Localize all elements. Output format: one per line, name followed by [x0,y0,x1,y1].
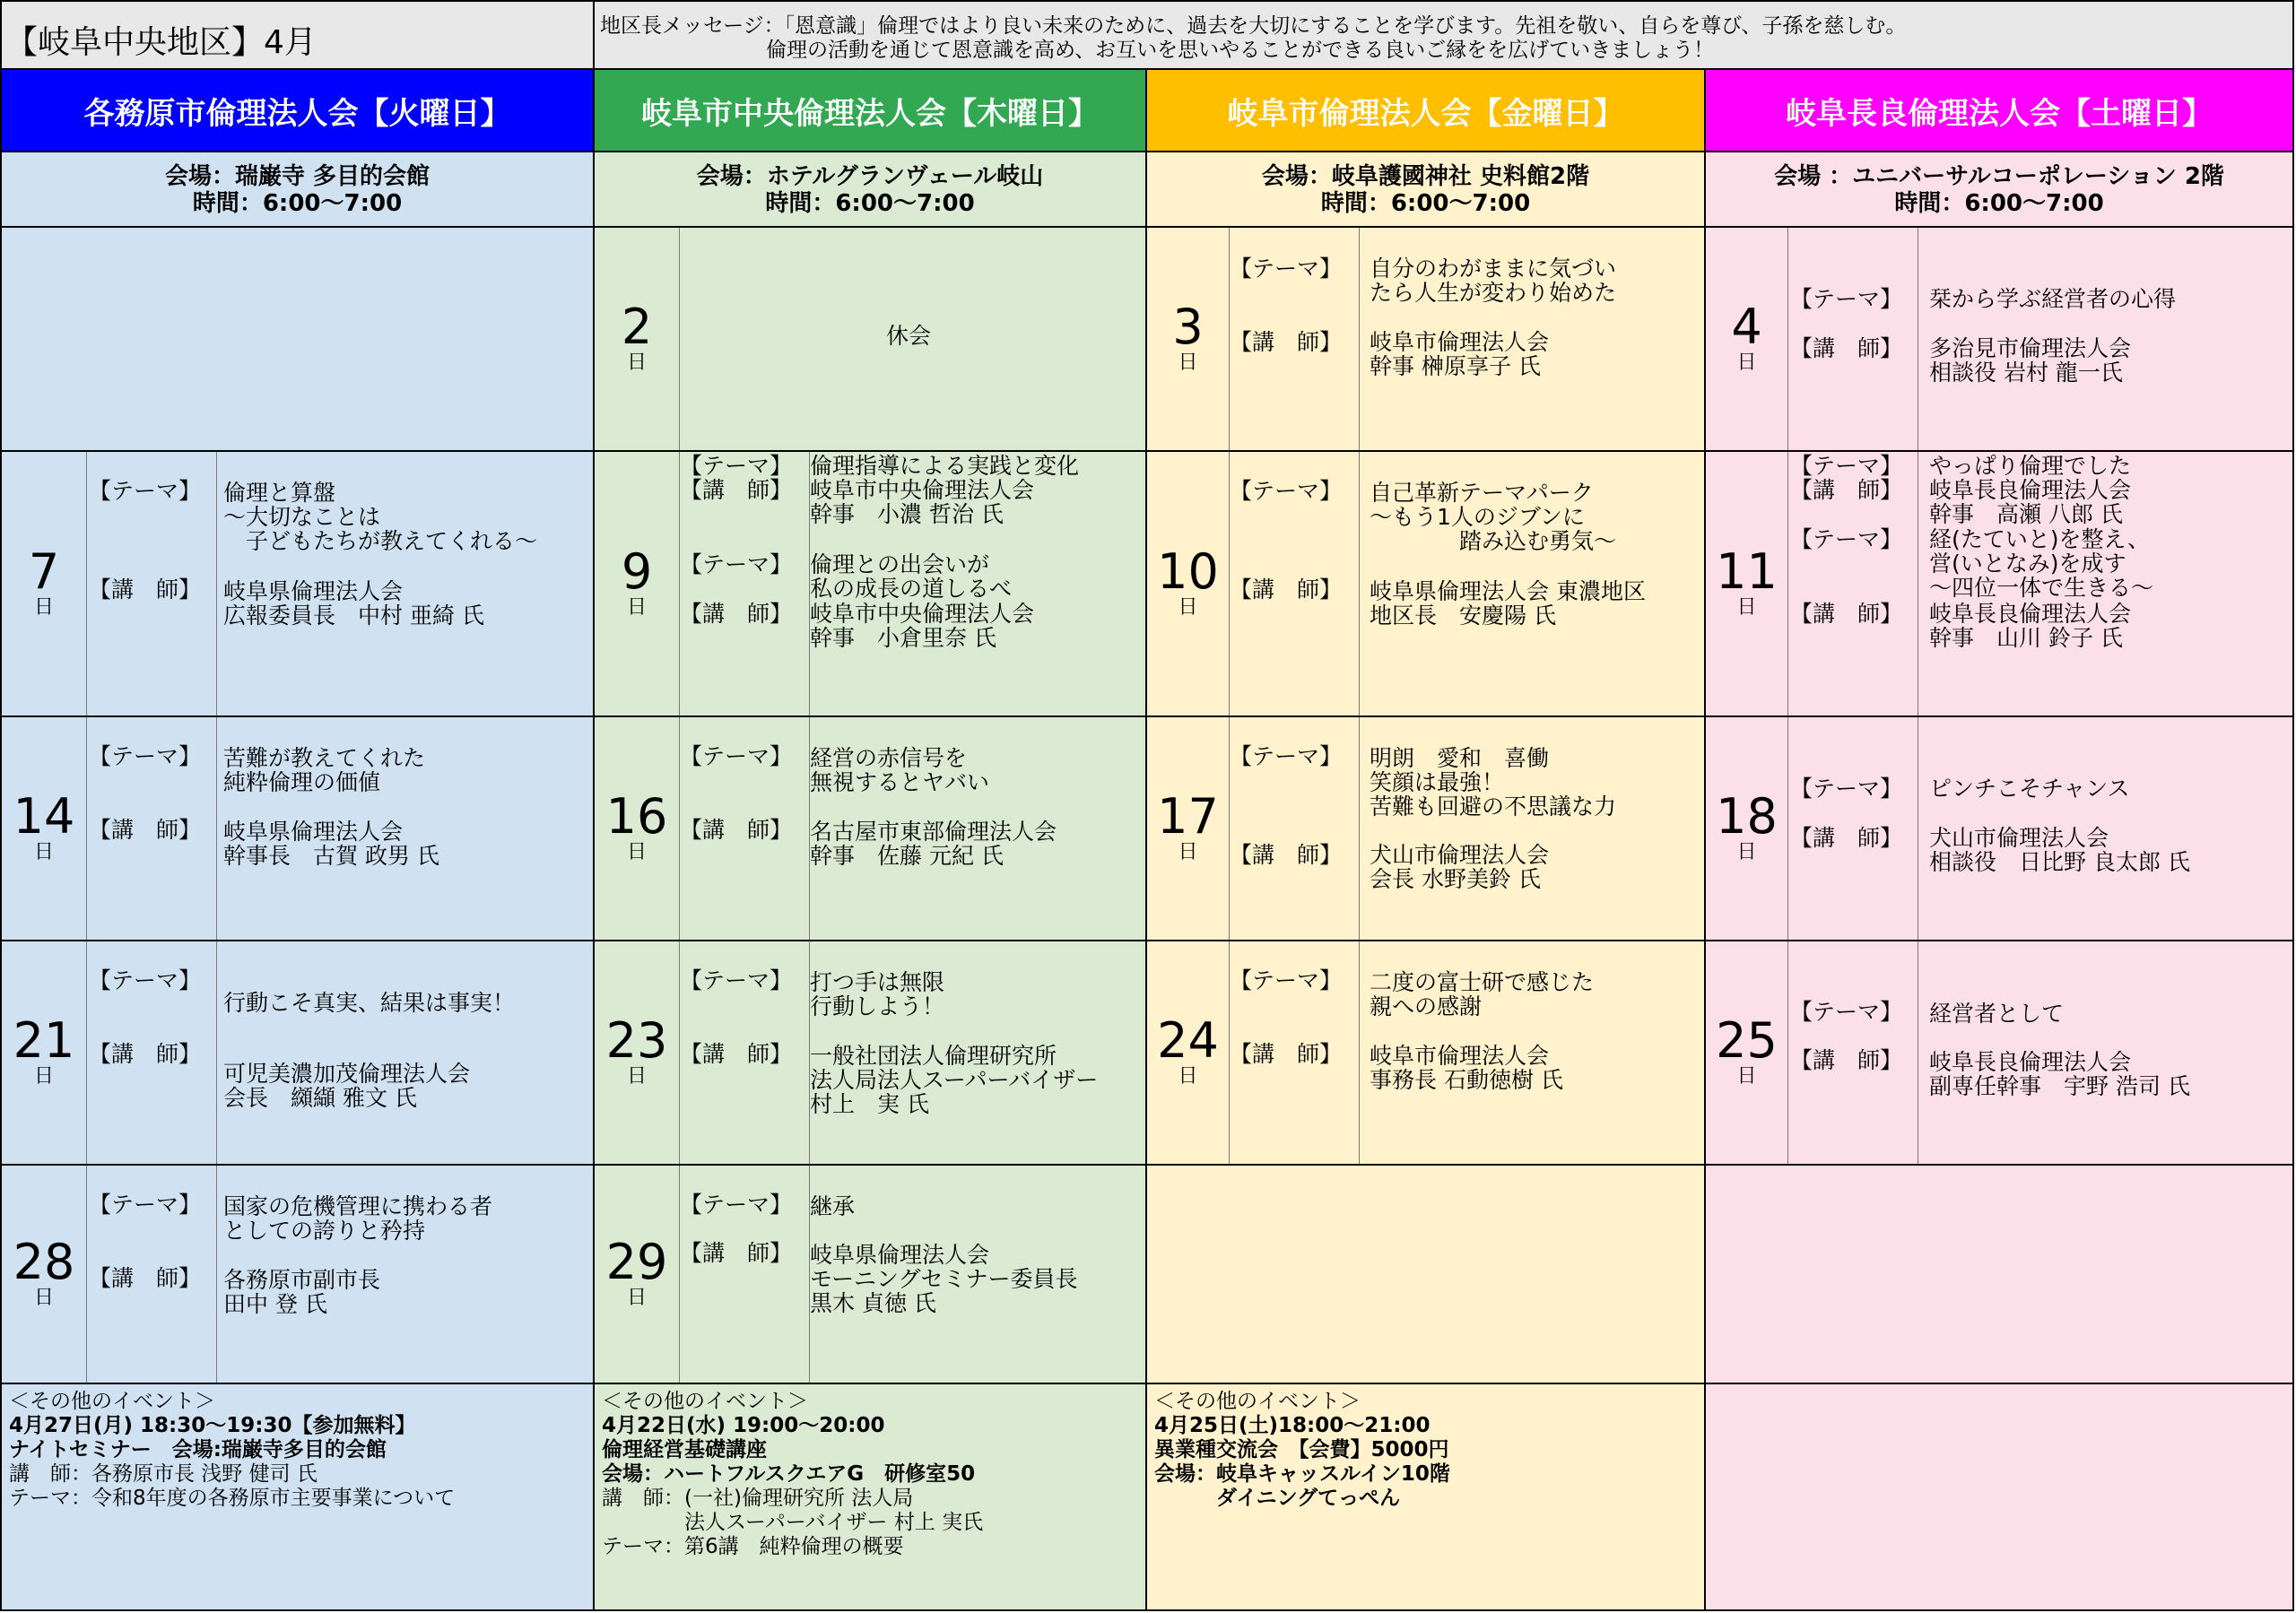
label-column [1788,452,1918,715]
day-number: 16 日 [595,717,680,940]
schedule-cell-day-17 [1147,717,1706,941]
schedule-cell-day-2 [595,228,1147,452]
label-column [1230,452,1360,715]
day-number: 7 日 [2,452,87,715]
day-number: 21 日 [2,941,87,1164]
theme-text: 行動こそ真実、結果は事実！ [223,990,516,1016]
theme-label: 【テーマ】 [680,967,793,993]
schedule-cell-day-16 [595,717,1147,941]
speaker-label: 【講 師】 [89,1041,202,1067]
label-column [1788,228,1918,450]
theme-label: 【テーマ】 [89,967,202,993]
speaker-label: 【講 師】 [680,1041,793,1067]
speaker-text: 名古屋市東部倫理法人会 幹事 佐藤 元紀 氏 [810,819,1057,869]
speaker-label: 【講 師】 [1790,477,1903,503]
day-number: 29 日 [595,1166,680,1383]
schedule-cell-day-23 [595,941,1147,1166]
speaker-label: 【講 師】 [680,817,793,843]
speaker-label: 【講 師】 [680,1240,793,1266]
day-number: 4 日 [1706,228,1788,450]
theme-text: 明朗 愛和 喜働 笑顔は最強！ 苦難も回避の不思議な力 [1370,745,1617,820]
theme-label: 【テーマ】 [680,453,793,479]
group-header-kakamigahara: 各務原市倫理法人会【火曜日】 [0,70,595,152]
speaker-label: 【講 師】 [1230,329,1343,355]
speaker-label: 【講 師】 [680,477,793,503]
label-column [1230,717,1360,940]
speaker-text: 犬山市倫理法人会 会長 水野美鈴 氏 [1370,842,1550,892]
theme-text: 倫理指導による実践と変化 [810,453,1080,479]
theme-label: 【テーマ】 [1790,776,1903,802]
schedule-cell-day-24 [1147,941,1706,1166]
day-number: 23 日 [595,941,680,1164]
event-line: 会場：ハートフルスクエアG 研修室50 [602,1462,976,1486]
closed-note: 休会 [886,323,932,349]
speaker-text: 各務原市副市長 田中 登 氏 [223,1267,381,1317]
events-heading: ＜その他のイベント＞ [1154,1390,1361,1413]
schedule-cell-day-7 [0,452,595,717]
day-number: 9 日 [595,452,680,715]
schedule-cell-day-25 [1706,941,2294,1166]
theme-label: 【テーマ】 [1790,526,1903,552]
day-number: 28 日 [2,1166,87,1383]
theme-text: 二度の富士研で感じた 親への感謝 [1370,969,1595,1019]
theme-text: 国家の危機管理に携わる者 としての誇りと矜持 [223,1193,493,1244]
event-line: 倫理経営基礎講座 [602,1438,767,1461]
speaker-text: 岐阜長良倫理法人会 幹事 山川 鈴子 氏 [1929,601,2132,651]
venue-text: 会場：瑞巌寺 多目的会館 [164,163,430,190]
events-gifu-chuo [595,1384,1147,1611]
theme-label: 【テーマ】 [1790,453,1903,479]
time-text: 時間：6:00～7:00 [1894,190,2104,217]
schedule-cell-empty [1706,1166,2294,1384]
theme-label: 【テーマ】 [1230,967,1343,993]
theme-text: 倫理と算盤 ～大切なことは 子どもたちが教えてくれる～ [223,480,538,554]
event-line: ナイトセミナー 会場:瑞巌寺多目的会館 [9,1438,387,1461]
theme-text: 苦難が教えてくれた 純粋倫理の価値 [223,745,426,795]
theme-text: 経営者として [1929,1001,2065,1027]
theme-label: 【テーマ】 [89,478,202,504]
day-number: 10 日 [1147,452,1230,715]
speaker-text: 岐阜県倫理法人会 モーニングセミナー委員長 黒木 貞徳 氏 [810,1242,1078,1316]
theme-text: 栞から学ぶ経営者の心得 [1929,286,2177,312]
label-column [680,452,810,715]
theme-text: ピンチこそチャンス [1929,776,2130,802]
schedule-cell-day-10 [1147,452,1706,717]
event-line: 4月25日(土)18:00～21:00 [1154,1414,1431,1437]
speaker-label: 【講 師】 [89,577,202,603]
theme-label: 【テーマ】 [1230,478,1343,504]
theme-text: 倫理との出会いが 私の成長の道しるべ [810,551,1013,602]
speaker-text: 岐阜市倫理法人会 幹事 榊原享子 氏 [1370,329,1550,379]
theme-text: 打つ手は無限 行動しよう！ [810,969,945,1019]
event-line: 4月27日(月) 18:30～19:30【参加無料】 [9,1414,416,1437]
speaker-text: 多治見市倫理法人会 相談役 岩村 龍一氏 [1929,335,2132,386]
speaker-text: 岐阜市中央倫理法人会 幹事 小倉里奈 氏 [810,601,1035,651]
schedule-cell-day-29 [595,1166,1147,1384]
schedule-cell-empty [0,228,595,452]
label-column [87,941,217,1164]
speaker-label: 【講 師】 [1790,1047,1903,1073]
speaker-label: 【講 師】 [1230,842,1343,868]
speaker-label: 【講 師】 [1230,1041,1343,1067]
day-number: 18 日 [1706,717,1788,940]
venue-kakamigahara [0,152,595,228]
venue-gifu [1147,152,1706,228]
label-column [1788,941,1918,1164]
schedule-cell-day-14 [0,717,595,941]
schedule-cell-day-9 [595,452,1147,717]
schedule-cell-day-21 [0,941,595,1166]
speaker-text: 岐阜長良倫理法人会 副専任幹事 宇野 浩司 氏 [1929,1049,2190,1099]
theme-text: やっぱり倫理でした [1929,453,2132,479]
speaker-label: 【講 師】 [1790,335,1903,361]
theme-label: 【テーマ】 [680,551,793,577]
day-number: 2 日 [595,228,680,450]
venue-text: 会場：ホテルグランヴェール岐山 [696,163,1044,190]
theme-label: 【テーマ】 [680,743,793,769]
venue-text: 会場 ：ユニバーサルコーポレーション 2階 [1774,163,2224,190]
theme-label: 【テーマ】 [1790,999,1903,1025]
event-line: ダイニングてっぺん [1154,1487,1401,1510]
area-title: 【岐阜中央地区】4月 [0,0,595,70]
speaker-text: 一般社団法人倫理研究所 法人局法人スーパーバイザー 村上 実 氏 [810,1043,1099,1117]
label-column [1788,717,1918,940]
speaker-label: 【講 師】 [1790,825,1903,851]
speaker-label: 【講 師】 [1230,577,1343,603]
theme-label: 【テーマ】 [680,1192,793,1218]
schedule-cell-day-18 [1706,717,2294,941]
speaker-text: 岐阜県倫理法人会 東濃地区 地区長 安慶陽 氏 [1370,578,1646,629]
label-column [1230,228,1360,450]
speaker-label: 【講 師】 [89,817,202,843]
label-column [680,1166,810,1383]
theme-label: 【テーマ】 [1790,286,1903,312]
event-line: テーマ：第6講 純粋倫理の概要 [602,1535,904,1558]
speaker-text: 岐阜県倫理法人会 幹事長 古賀 政男 氏 [223,819,439,869]
theme-label: 【テーマ】 [89,743,202,769]
time-text: 時間：6:00～7:00 [192,190,403,217]
event-line: 講 師：各務原市長 浅野 健司 氏 [9,1462,317,1486]
venue-nagara [1706,152,2294,228]
message-line-1: 地区長メッセージ：「恩意識」倫理ではより良い未来のために、過去を大切にすることを学びます。先祖を敬い、自らを尊び、子孫を慈しむ。 [600,14,1907,38]
day-number: 3 日 [1147,228,1230,450]
speaker-label: 【講 師】 [1790,601,1903,627]
theme-text: 自己革新テーマパーク ～もう1人のジブンに 踏み込む勇気～ [1370,480,1617,554]
theme-label: 【テーマ】 [1230,743,1343,769]
speaker-label: 【講 師】 [89,1265,202,1291]
speaker-text: 岐阜市中央倫理法人会 幹事 小濃 哲治 氏 [810,477,1035,527]
theme-text: 継承 [810,1193,856,1219]
day-number: 17 日 [1147,717,1230,940]
group-header-gifu-chuo: 岐阜市中央倫理法人会【木曜日】 [595,70,1147,152]
speaker-label: 【講 師】 [680,601,793,627]
label-column [1230,941,1360,1164]
label-column [87,1166,217,1383]
label-column [87,452,217,715]
schedule-cell-day-3 [1147,228,1706,452]
event-line: 講 師：(一社)倫理研究所 法人局 [602,1487,914,1510]
event-line: 異業種交流会 【会費】5000円 [1154,1438,1449,1461]
group-header-nagara: 岐阜長良倫理法人会【土曜日】 [1706,70,2294,152]
speaker-text: 可児美濃加茂倫理法人会 会長 纐纈 雅文 氏 [223,1061,471,1111]
schedule-cell-day-28 [0,1166,595,1384]
venue-text: 会場：岐阜護國神社 史料館2階 [1261,163,1590,190]
speaker-text: 岐阜長良倫理法人会 幹事 高瀬 八郎 氏 [1929,477,2132,527]
label-column [680,717,810,940]
label-column [680,941,810,1164]
day-number: 24 日 [1147,941,1230,1164]
schedule-cell-day-11 [1706,452,2294,717]
event-line: 会場：岐阜キャッスルイン10階 [1154,1462,1450,1486]
time-text: 時間：6:00～7:00 [765,190,975,217]
events-nagara [1706,1384,2294,1611]
venue-gifu-chuo [595,152,1147,228]
day-number: 25 日 [1706,941,1788,1164]
theme-label: 【テーマ】 [1230,256,1343,282]
day-number: 14 日 [2,717,87,940]
schedule-cell-day-4 [1706,228,2294,452]
speaker-text: 岐阜市倫理法人会 事務長 石動徳樹 氏 [1370,1043,1563,1093]
event-line: 4月22日(水) 19:00～20:00 [602,1414,885,1437]
area-message [595,0,2294,70]
event-line: 法人スーパーバイザー 村上 実氏 [602,1511,984,1534]
group-header-gifu: 岐阜市倫理法人会【金曜日】 [1147,70,1706,152]
label-column [87,717,217,940]
schedule-cell-empty [1147,1166,1706,1384]
events-heading: ＜その他のイベント＞ [602,1390,808,1413]
theme-text: 経(たていと)を整え、 営(いとなみ)を成す ～四位一体で生きる～ [1929,526,2154,601]
event-line: テーマ：令和8年度の各務原市主要事業について [9,1487,456,1510]
speaker-text: 犬山市倫理法人会 相談役 日比野 良太郎 氏 [1929,825,2190,875]
theme-label: 【テーマ】 [89,1192,202,1218]
events-gifu [1147,1384,1706,1611]
message-line-2: 倫理の活動を通じて恩意識を高め、お互いを思いやることができる良いご縁をを広げていきましょう！ [766,39,1715,62]
day-number: 11 日 [1706,452,1788,715]
events-kakamigahara [0,1384,595,1611]
time-text: 時間：6:00～7:00 [1320,190,1531,217]
speaker-text: 岐阜県倫理法人会 広報委員長 中村 亜綺 氏 [223,578,484,629]
events-heading: ＜その他のイベント＞ [9,1390,215,1413]
theme-text: 自分のわがままに気づい たら人生が変わり始めた [1370,256,1617,306]
theme-text: 経営の赤信号を 無視するとヤバい [810,745,990,795]
